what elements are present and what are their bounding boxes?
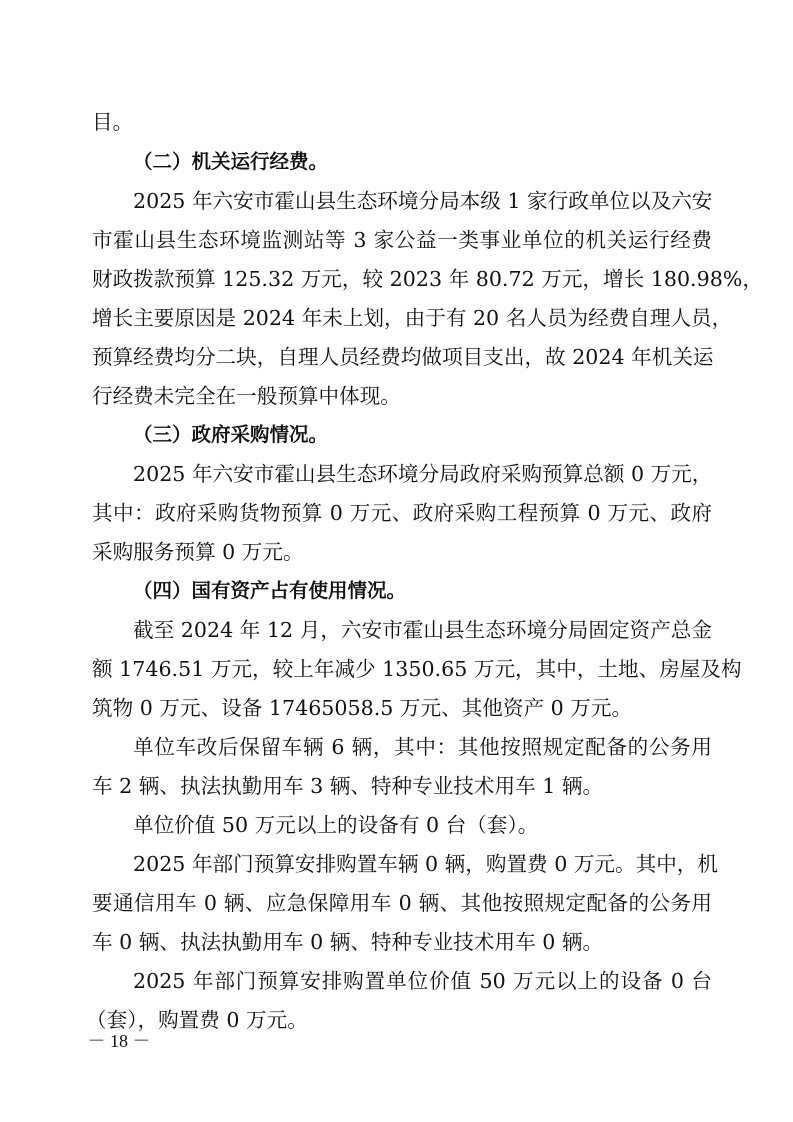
paragraph-line: 采购服务预算 0 万元。 <box>92 540 304 564</box>
paragraph-line: 财政拨款预算 125.32 万元，较 2023 年 80.72 万元，增长 180.98%， <box>92 267 763 291</box>
paragraph-line: 其中：政府采购货物预算 0 万元、政府采购工程预算 0 万元、政府 <box>92 501 712 525</box>
paragraph-line: 增长主要原因是 2024 年未上划，由于有 20 名人员为经费自理人员， <box>92 306 733 330</box>
paragraph-line: 车 2 辆、执法执勤用车 3 辆、特种专业技术用车 1 辆。 <box>92 774 604 798</box>
paragraph-line: 目。 <box>92 110 134 134</box>
paragraph-line: 截至 2024 年 12 月，六安市霍山县生态环境分局固定资产总金 <box>133 618 712 642</box>
section-heading: （四）国有资产占有使用情况。 <box>133 579 407 602</box>
paragraph-line: 市霍山县生态环境监测站等 3 家公益一类事业单位的机关运行经费 <box>92 228 712 252</box>
paragraph-line: 车 0 辆、执法执勤用车 0 辆、特种专业技术用车 0 辆。 <box>92 930 604 954</box>
paragraph-line: 2025 年六安市霍山县生态环境分局本级 1 家行政单位以及六安 <box>133 189 713 213</box>
paragraph-line: 筑物 0 万元、设备 17465058.5 万元、其他资产 0 万元。 <box>92 696 633 720</box>
section-heading: （三）政府采购情况。 <box>133 423 329 446</box>
paragraph-line: 额 1746.51 万元，较上年减少 1350.65 万元，其中，土地、房屋及构 <box>92 657 742 681</box>
paragraph-line: （套），购置费 0 万元。 <box>86 1008 308 1032</box>
paragraph-line: 预算经费均分二块，自理人员经费均做项目支出，故 2024 年机关运 <box>92 345 714 369</box>
paragraph-line: 单位价值 50 万元以上的设备有 0 台（套）。 <box>133 813 539 837</box>
page-number: － 18 － <box>87 1031 151 1051</box>
paragraph-line: 要通信用车 0 辆、应急保障用车 0 辆、其他按照规定配备的公务用 <box>92 891 712 915</box>
section-heading: （二）机关运行经费。 <box>133 150 329 173</box>
paragraph-line: 单位车改后保留车辆 6 辆，其中：其他按照规定配备的公务用 <box>133 735 712 759</box>
paragraph-line: 行经费未完全在一般预算中体现。 <box>92 384 401 408</box>
paragraph-line: 2025 年部门预算安排购置单位价值 50 万元以上的设备 0 台 <box>133 969 712 993</box>
paragraph-line: 2025 年六安市霍山县生态环境分局政府采购预算总额 0 万元， <box>133 462 713 486</box>
paragraph-line: 2025 年部门预算安排购置车辆 0 辆，购置费 0 万元。其中，机 <box>133 852 718 876</box>
